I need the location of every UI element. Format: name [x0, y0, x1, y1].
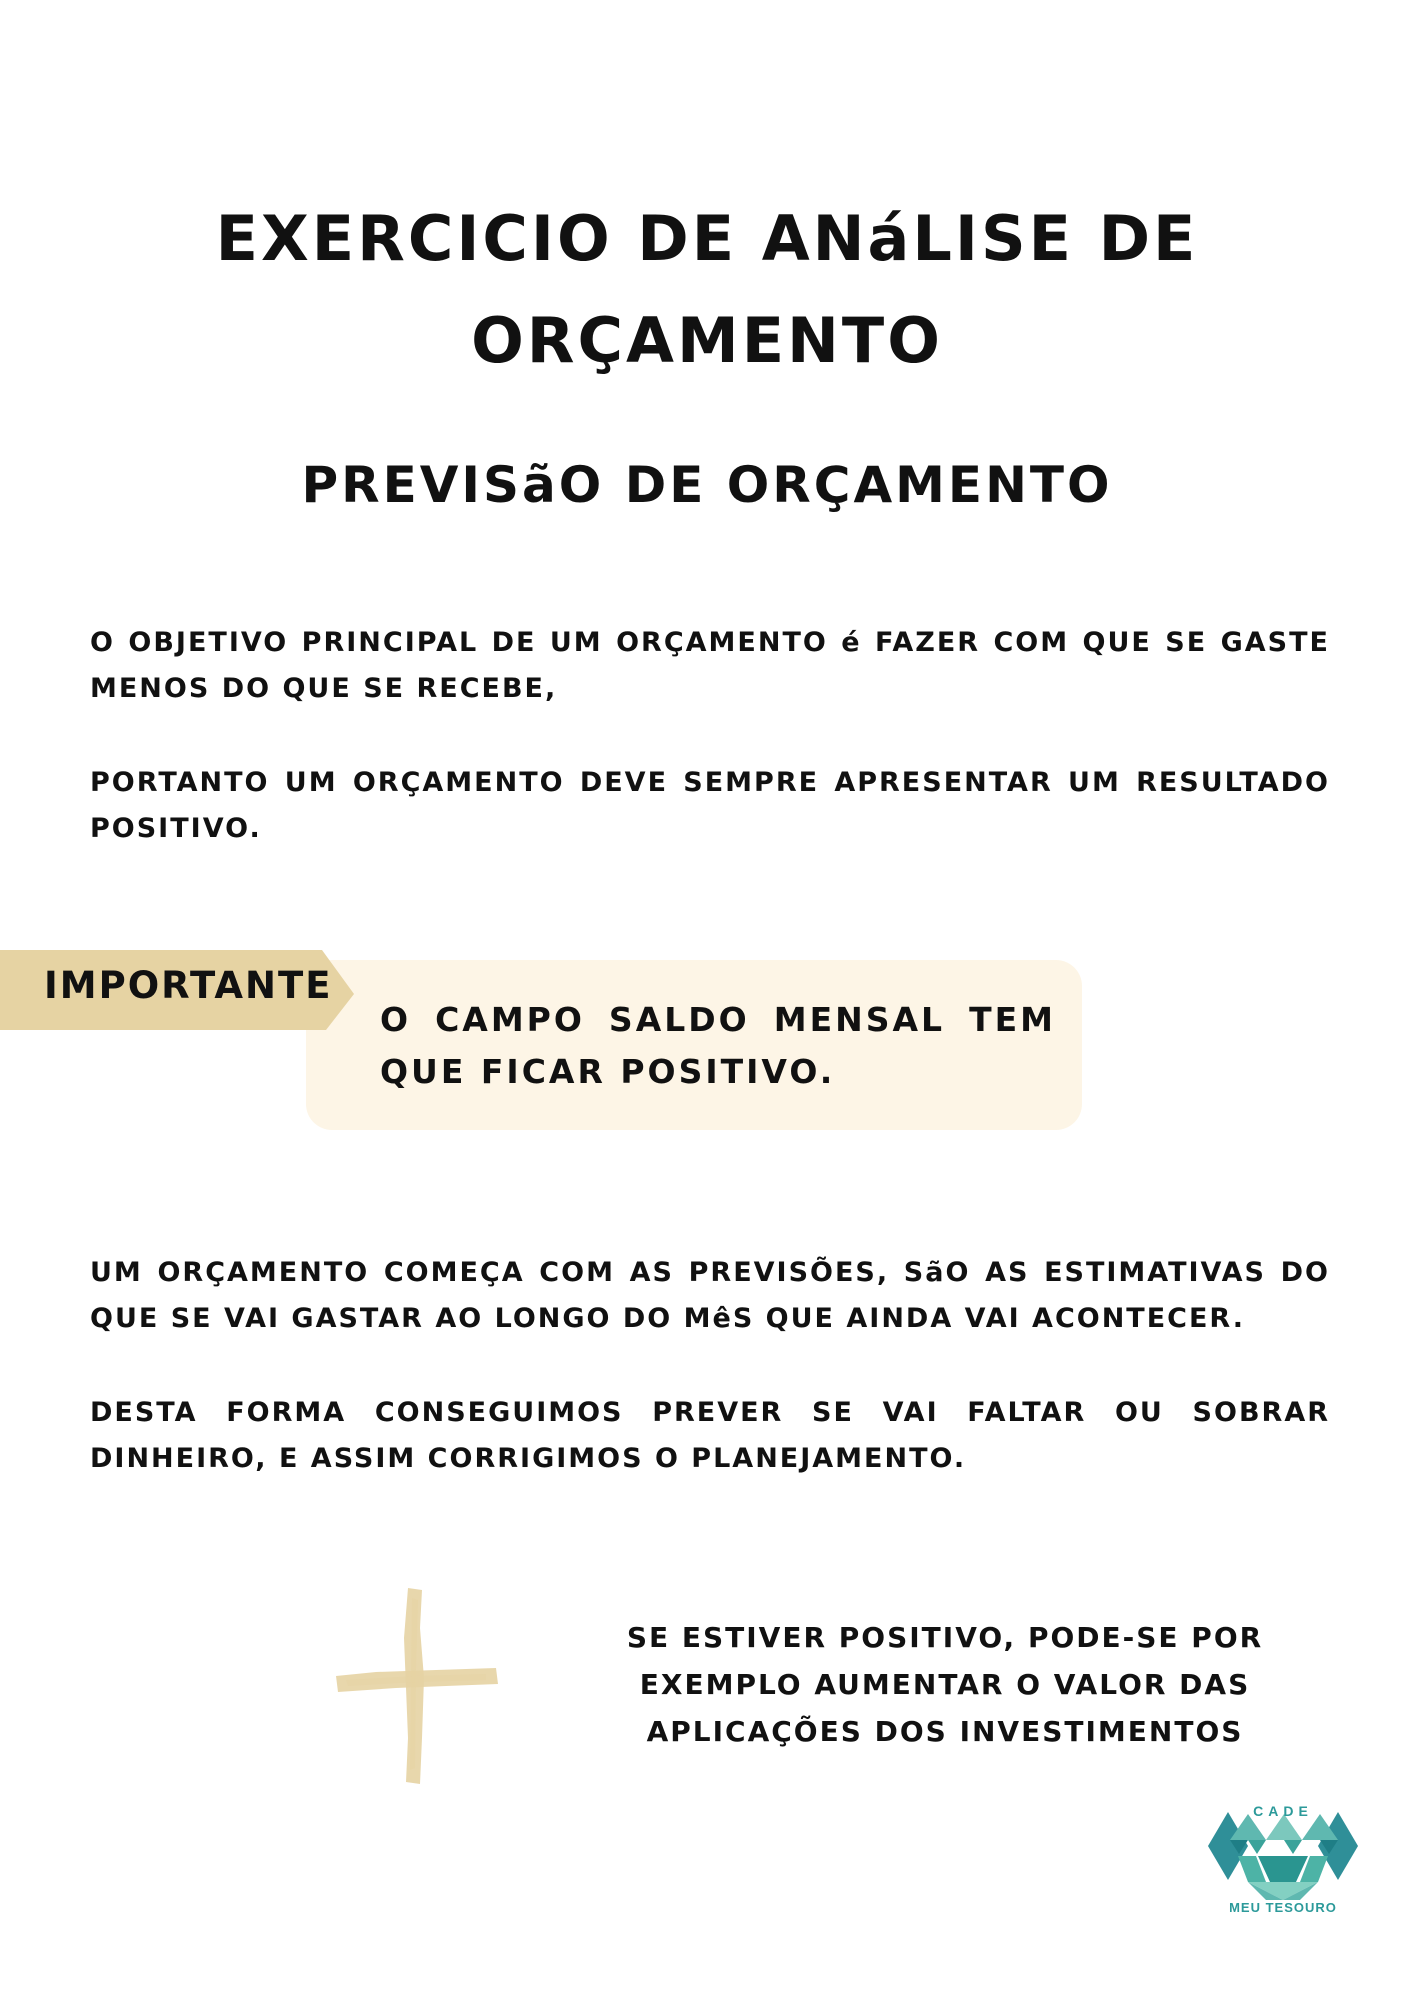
body-paragraph-3: UM ORÇAMENTO COMEÇA COM AS PREVISÕES, SãO AS ESTIMATIVAS DO QUE SE VAI GASTAR AO LONGO DO MêS QUE AINDA VAI ACONTECER. — [90, 1257, 1330, 1334]
logo-top-text: CADE — [1253, 1803, 1313, 1819]
plus-icon — [336, 1588, 498, 1784]
intro-paragraph-1: O OBJETIVO PRINCIPAL DE UM ORÇAMENTO é FAZER COM QUE SE GASTE MENOS DO QUE SE RECEBE, — [90, 627, 1330, 704]
important-tag-label: IMPORTANTE — [44, 964, 333, 1007]
callout-text: O CAMPO SALDO MENSAL TEM QUE FICAR POSITIVO. — [380, 1000, 1056, 1091]
body-paragraph-4: DESTA FORMA CONSEGUIMOS PREVER SE VAI FALTAR OU SOBRAR DINHEIRO, E ASSIM CORRIGIMOS O PLANEJAMENTO. — [90, 1397, 1330, 1474]
note-text: SE ESTIVER POSITIVO, PODE-SE POR EXEMPLO AUMENTAR O VALOR DAS APLICAÇÕES DOS INVESTIMENTOS — [626, 1621, 1264, 1748]
intro-paragraph-2: PORTANTO UM ORÇAMENTO DEVE SEMPRE APRESENTAR UM RESULTADO POSITIVO. — [90, 767, 1330, 844]
page-title: EXERCICIO DE ANáLISE DE ORÇAMENTO — [215, 202, 1199, 377]
logo-bottom-text: MEU TESOURO — [1229, 1900, 1337, 1915]
page-subtitle: PREVISãO DE ORÇAMENTO — [301, 456, 1113, 514]
